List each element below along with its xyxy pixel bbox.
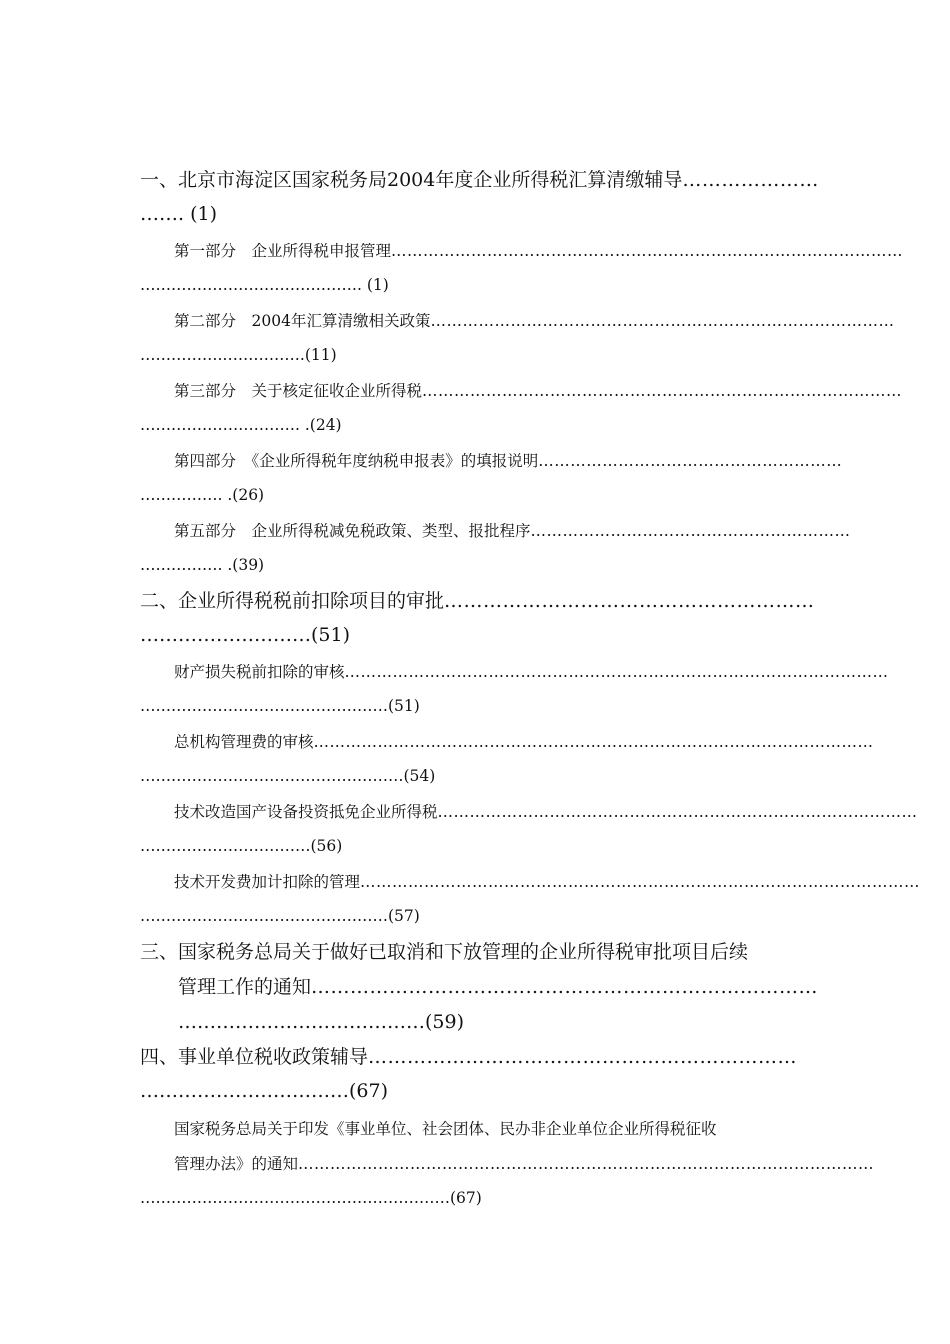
toc-leader-dots: ……	[140, 203, 178, 225]
toc-leader-dots: …………………………………………………	[538, 452, 843, 470]
toc-page-number: (67)	[450, 1189, 482, 1207]
toc-title-text: 第四部分 《企业所得税年度纳税申报表》的填报说明	[174, 452, 539, 470]
toc-entry-page-line	[140, 205, 217, 224]
toc-leader-dots: …………………………………………	[140, 697, 388, 715]
toc-entry-title	[174, 733, 874, 751]
toc-leader-dots: ……………………………………………………	[140, 1189, 450, 1207]
toc-entry-title	[140, 590, 815, 612]
toc-entry-title	[174, 382, 903, 400]
toc-leader-dots: ………………………	[140, 624, 311, 646]
toc-title-text: 四、事业单位税收政策辅导	[140, 1046, 369, 1068]
toc-title-text: 第二部分 2004年汇算清缴相关政策	[174, 312, 431, 330]
toc-page-number: (51)	[311, 624, 351, 646]
toc-entry-page-line	[140, 418, 342, 434]
toc-leader-dots: ……………………………	[140, 1080, 349, 1102]
toc-leader-dots: …………………………………………………………	[368, 1046, 798, 1068]
toc-leader-dots: ……………………………………………………………………………………………	[360, 873, 921, 891]
toc-leader-dots: ……………………………………………	[140, 767, 404, 785]
toc-title-text: 财产损失税前扣除的审核	[174, 663, 345, 681]
toc-title-text: 技术改造国产设备投资抵免企业所得税	[174, 803, 438, 821]
toc-leader-dots: ……………………………………………………………………	[311, 976, 819, 998]
toc-leader-dots: ……………………………………………………	[530, 522, 851, 540]
toc-title-text: 管理工作的通知	[178, 976, 312, 998]
toc-page-number: (51)	[388, 697, 420, 715]
toc-entry-title	[140, 943, 748, 962]
toc-title-text: 国家税务总局关于印发《事业单位、社会团体、民办非企业单位企业所得税征收	[174, 1120, 717, 1138]
toc-page-number: (26)	[232, 486, 265, 504]
toc-entry-title	[174, 663, 889, 681]
toc-page-number: (56)	[310, 837, 343, 855]
toc-title-text: 一、北京市海淀区国家税务局2004年度企业所得税汇算清缴辅导	[140, 169, 683, 191]
toc-leader-dots: ……………………………………………………………………………………………	[313, 733, 874, 751]
toc-leader-dots: ………………………………………………………………………………………………	[298, 1155, 875, 1173]
toc-entry-title	[174, 452, 843, 470]
toc-entry-title	[174, 312, 895, 330]
toc-entry-page-line	[178, 1013, 464, 1032]
toc-entry-page-line	[140, 699, 420, 715]
toc-page-number: (24)	[309, 416, 342, 434]
toc-entry-title	[174, 803, 918, 821]
toc-entry-page-line	[140, 278, 389, 294]
toc-leader-dots: ………………………………………………………………………………	[437, 803, 918, 821]
toc-entry-page-line	[140, 558, 264, 574]
toc-leader-dots: …………………	[682, 169, 819, 191]
toc-leader-dots: ……………………………	[140, 837, 311, 855]
toc-page-number: (39)	[232, 556, 265, 574]
toc-page-number: (67)	[349, 1080, 389, 1102]
toc-leader-dots: …………………………………………………………………………………………	[344, 663, 889, 681]
toc-entry-page-line	[140, 1082, 388, 1101]
toc-leader-dots: ………………………………………………………………………………	[422, 382, 903, 400]
toc-page-number: . (1)	[178, 203, 217, 225]
toc-title-text: 管理办法》的通知	[174, 1155, 299, 1173]
toc-page-number: (59)	[425, 1011, 465, 1033]
toc-page-number: (57)	[388, 907, 420, 925]
toc-title-text: 第三部分 关于核定征收企业所得税	[174, 382, 423, 400]
toc-entry-title	[174, 242, 904, 260]
toc-leader-dots: ……………. .	[140, 486, 233, 504]
toc-leader-dots: ……………………………………………………………………………………	[391, 242, 904, 260]
toc-entry-page-line	[140, 909, 420, 925]
toc-entry-page-line	[140, 1191, 482, 1207]
toc-entry-page-line	[140, 839, 342, 855]
toc-leader-dots: ……………………………………	[140, 276, 357, 294]
toc-title-text: 二、企业所得税税前扣除项目的审批	[140, 590, 445, 612]
toc-entry-page-line	[140, 488, 264, 504]
toc-entry-title	[140, 169, 819, 191]
toc-leader-dots: …………….…………….	[140, 346, 305, 364]
toc-entry-page-line	[140, 348, 337, 364]
toc-title-text: 三、国家税务总局关于做好已取消和下放管理的企业所得税审批项目后续	[140, 941, 749, 963]
toc-entry-title	[174, 873, 921, 891]
toc-page-number: . (1)	[357, 276, 389, 294]
toc-leader-dots: …………………………………	[178, 1011, 425, 1033]
toc-entry-title-continued	[178, 976, 819, 998]
toc-leader-dots: …………………………. .	[140, 416, 310, 434]
toc-entry-title	[140, 1048, 800, 1067]
toc-page-number: (11)	[304, 346, 337, 364]
toc-leader-dots: …………………………………………………	[444, 590, 815, 612]
toc-entry-page-line	[140, 626, 350, 645]
toc-page-number: (54)	[403, 767, 436, 785]
toc-title-text: 第五部分 企业所得税减免税政策、类型、报批程序	[174, 522, 531, 540]
toc-title-text: 技术开发费加计扣除的管理	[174, 873, 361, 891]
toc-title-text: 第一部分 企业所得税申报管理	[174, 242, 392, 260]
toc-leader-dots: …………………………………………	[140, 907, 388, 925]
toc-entry-title	[174, 1122, 717, 1138]
toc-entry-title-continued	[174, 1155, 875, 1173]
toc-entry-page-line	[140, 769, 435, 785]
toc-entry-title	[174, 522, 851, 540]
toc-title-text: 总机构管理费的审核	[174, 733, 314, 751]
toc-leader-dots: ……………………………………………………………………………	[430, 312, 895, 330]
toc-leader-dots: ……………. .	[140, 556, 233, 574]
